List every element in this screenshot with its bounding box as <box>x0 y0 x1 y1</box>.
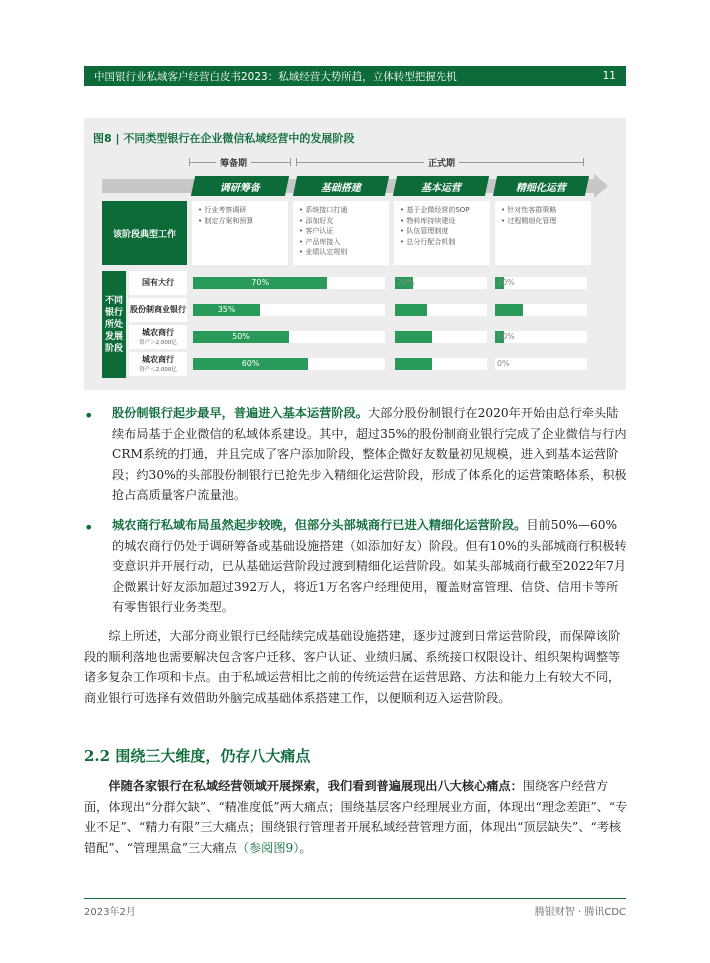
bullet-lead: 城农商行私域布局虽然起步较晚，但部分头部城商行已进入精细化运营阶段。 <box>112 518 527 532</box>
section-paragraph: 伴随各家银行在私域经营领域开展探索，我们看到普遍展现出八大核心痛点：围绕客户经营方面，体现出“分群欠缺”、“精准度低”两大痛点；围绕基层客户经理展业方面，体现出“理念差距”、“专业不足”、“精力有限”三大痛点；围绕银行管理者开展私域经营管理方面，体现出“顶层缺失”、“考核错配”、“管理黑盒”三大痛点（参阅图9）。 <box>84 779 628 855</box>
bar-value-label: 60% <box>241 359 260 368</box>
bar <box>395 331 432 343</box>
tasks-column: • 行业考察调研 • 制定方案和预算 <box>192 201 288 265</box>
bar-track <box>395 331 487 343</box>
bar-value-label: 50% <box>232 332 250 341</box>
bar-track <box>395 304 487 316</box>
bullet-lead: 股份制银行起步最早，普遍进入基本运营阶段。 <box>112 406 368 420</box>
phase-tick <box>290 158 291 166</box>
tasks-row-label: 该阶段典型工作 <box>102 201 187 265</box>
bar-value-label: 35% <box>432 305 450 314</box>
row-label-city-large: 城农商行 资产＞2,000亿 <box>129 325 187 349</box>
row-label-joint-stock: 股份制商业银行 <box>129 298 187 322</box>
section-body: 围绕客户经营方面，体现出“分群欠缺”、“精准度低”两大痛点；围绕基层客户经理展业方面，体现出“理念差距”、“专业不足”、“精力有限”三大痛点；围绕银行管理者开展私域经营管理方面，体现出“顶层缺失”、“考核错配”、“管理黑盒”三大痛点 <box>84 779 628 855</box>
bar-track <box>193 331 385 343</box>
bar-value-label: 10% <box>497 278 515 287</box>
figure-title: 图8 | 不同类型银行在企业微信私域经营中的发展阶段 <box>93 132 355 145</box>
tasks-column: • 基于企微经营的SOP • 物料库持续建设 • 队伍管理制度 • 总分行配合机制 <box>394 201 490 265</box>
stage-infrastructure: 基础搭建 <box>293 176 389 196</box>
stage-basic-ops: 基本运营 <box>393 176 489 196</box>
bar-value-label: 35% <box>217 305 236 314</box>
arrow-head-icon <box>594 174 608 198</box>
phase-tick <box>583 158 584 166</box>
row-label-big-banks: 国有大行 <box>129 271 187 295</box>
bullet-body: 目前50%—60%的城农商行仍处于调研筹备或基础设施搭建（如添加好友）阶段。但有10%的头部城商行积极转变意识并开展行动，已从基础运营阶段过渡到精细化运营阶段。如某头部城商行截至2022年7月企微累计好友添加超过392万人，将近1万名客户经理使用，覆盖财富管理、信贷、信用卡等所有零售银行业务类型。 <box>112 518 627 614</box>
footer-rule <box>84 898 626 899</box>
bullet-icon: • <box>84 406 94 425</box>
bank-group-label: 不同银行所处发展阶段 <box>102 271 126 378</box>
footer-brand: 腾银财智 · 腾讯CDC <box>534 907 626 918</box>
bar <box>395 358 432 370</box>
phase-tick <box>296 158 297 166</box>
bar-track <box>193 358 385 370</box>
bar-value-label: 10% <box>497 332 515 341</box>
bar-value-label: 30% <box>532 305 550 314</box>
bar-value-label: 20% <box>397 278 415 287</box>
bar-track <box>395 358 487 370</box>
bar-value-label: 40% <box>432 359 450 368</box>
section-lead: 伴随各家银行在私域经营领域开展探索，我们看到普遍展现出八大核心痛点： <box>108 779 523 793</box>
bar-value-label: 40% <box>432 332 450 341</box>
header-title: 中国银行业私域客户经营白皮书2023：私域经营大势所趋，立体转型把握先机 <box>94 70 457 83</box>
stage-refined-ops: 精细化运营 <box>493 176 589 196</box>
bar-track <box>495 358 587 370</box>
bullet-paragraph-city-banks <box>112 515 628 618</box>
phase-label-prep: 筹备期 <box>216 156 251 169</box>
page-number: 11 <box>602 70 616 82</box>
bar-value-label: 0% <box>497 359 510 368</box>
phase-tick <box>189 158 190 166</box>
bar <box>495 304 523 316</box>
tasks-column: • 系统接口打通 • 添加好友 • 客户认证 • 产品库接入 • 业绩认定规则 <box>293 201 389 265</box>
footer-date: 2023年2月 <box>84 907 136 918</box>
summary-paragraph: 综上所述，大部分商业银行已经陆续完成基础设施搭建，逐步过渡到日常运营阶段，而保障该阶段的顺利落地也需要解决包含客户迁移、客户认证、业绩归属、系统接口权限设计、组织架构调整等诸多复杂工作项和卡点。由于私域运营相比之前的传统运营在运营思路、方法和能力上有较大不同，商业银行可选择有效借助外脑完成基础体系搭建工作，以便顺利迈入运营阶段。 <box>84 629 621 705</box>
page-header <box>84 66 626 86</box>
bar-track <box>193 277 385 289</box>
section-heading: 2.2 围绕三大维度，仍存八大痛点 <box>84 747 311 765</box>
bullet-paragraph-joint-stock <box>112 403 628 506</box>
phase-label-formal: 正式期 <box>424 156 459 169</box>
bullet-body: 大部分股份制银行在2020年开始由总行牵头陆续布局基于企业微信的私域体系建设。其中，超过35%的股份制商业银行完成了企业微信与行内CRM系统的打通，并且完成了客户添加阶段，整体企微好友数量初见规模，进入到基本运营阶段；约30%的头部股份制银行已抢先步入精细化运营阶段，形成了体系化的运营策略体系，积极抢占高质量客户流量池。 <box>112 406 627 502</box>
figure-reference-link[interactable]: （参阅图9） <box>236 840 300 855</box>
bar <box>395 304 427 316</box>
tasks-column: • 针对性客群策略 • 过程精细化管理 <box>495 201 591 265</box>
bullet-icon: • <box>84 518 94 537</box>
bar-track <box>495 277 587 289</box>
bar-track <box>495 304 587 316</box>
row-label-city-small: 城农商行 资产＜2,000亿 <box>129 352 187 376</box>
bar-track <box>193 304 385 316</box>
bar-value-label: 70% <box>251 278 270 287</box>
bar-track <box>495 331 587 343</box>
stage-research: 调研筹备 <box>191 176 289 196</box>
bar-track <box>395 277 487 289</box>
